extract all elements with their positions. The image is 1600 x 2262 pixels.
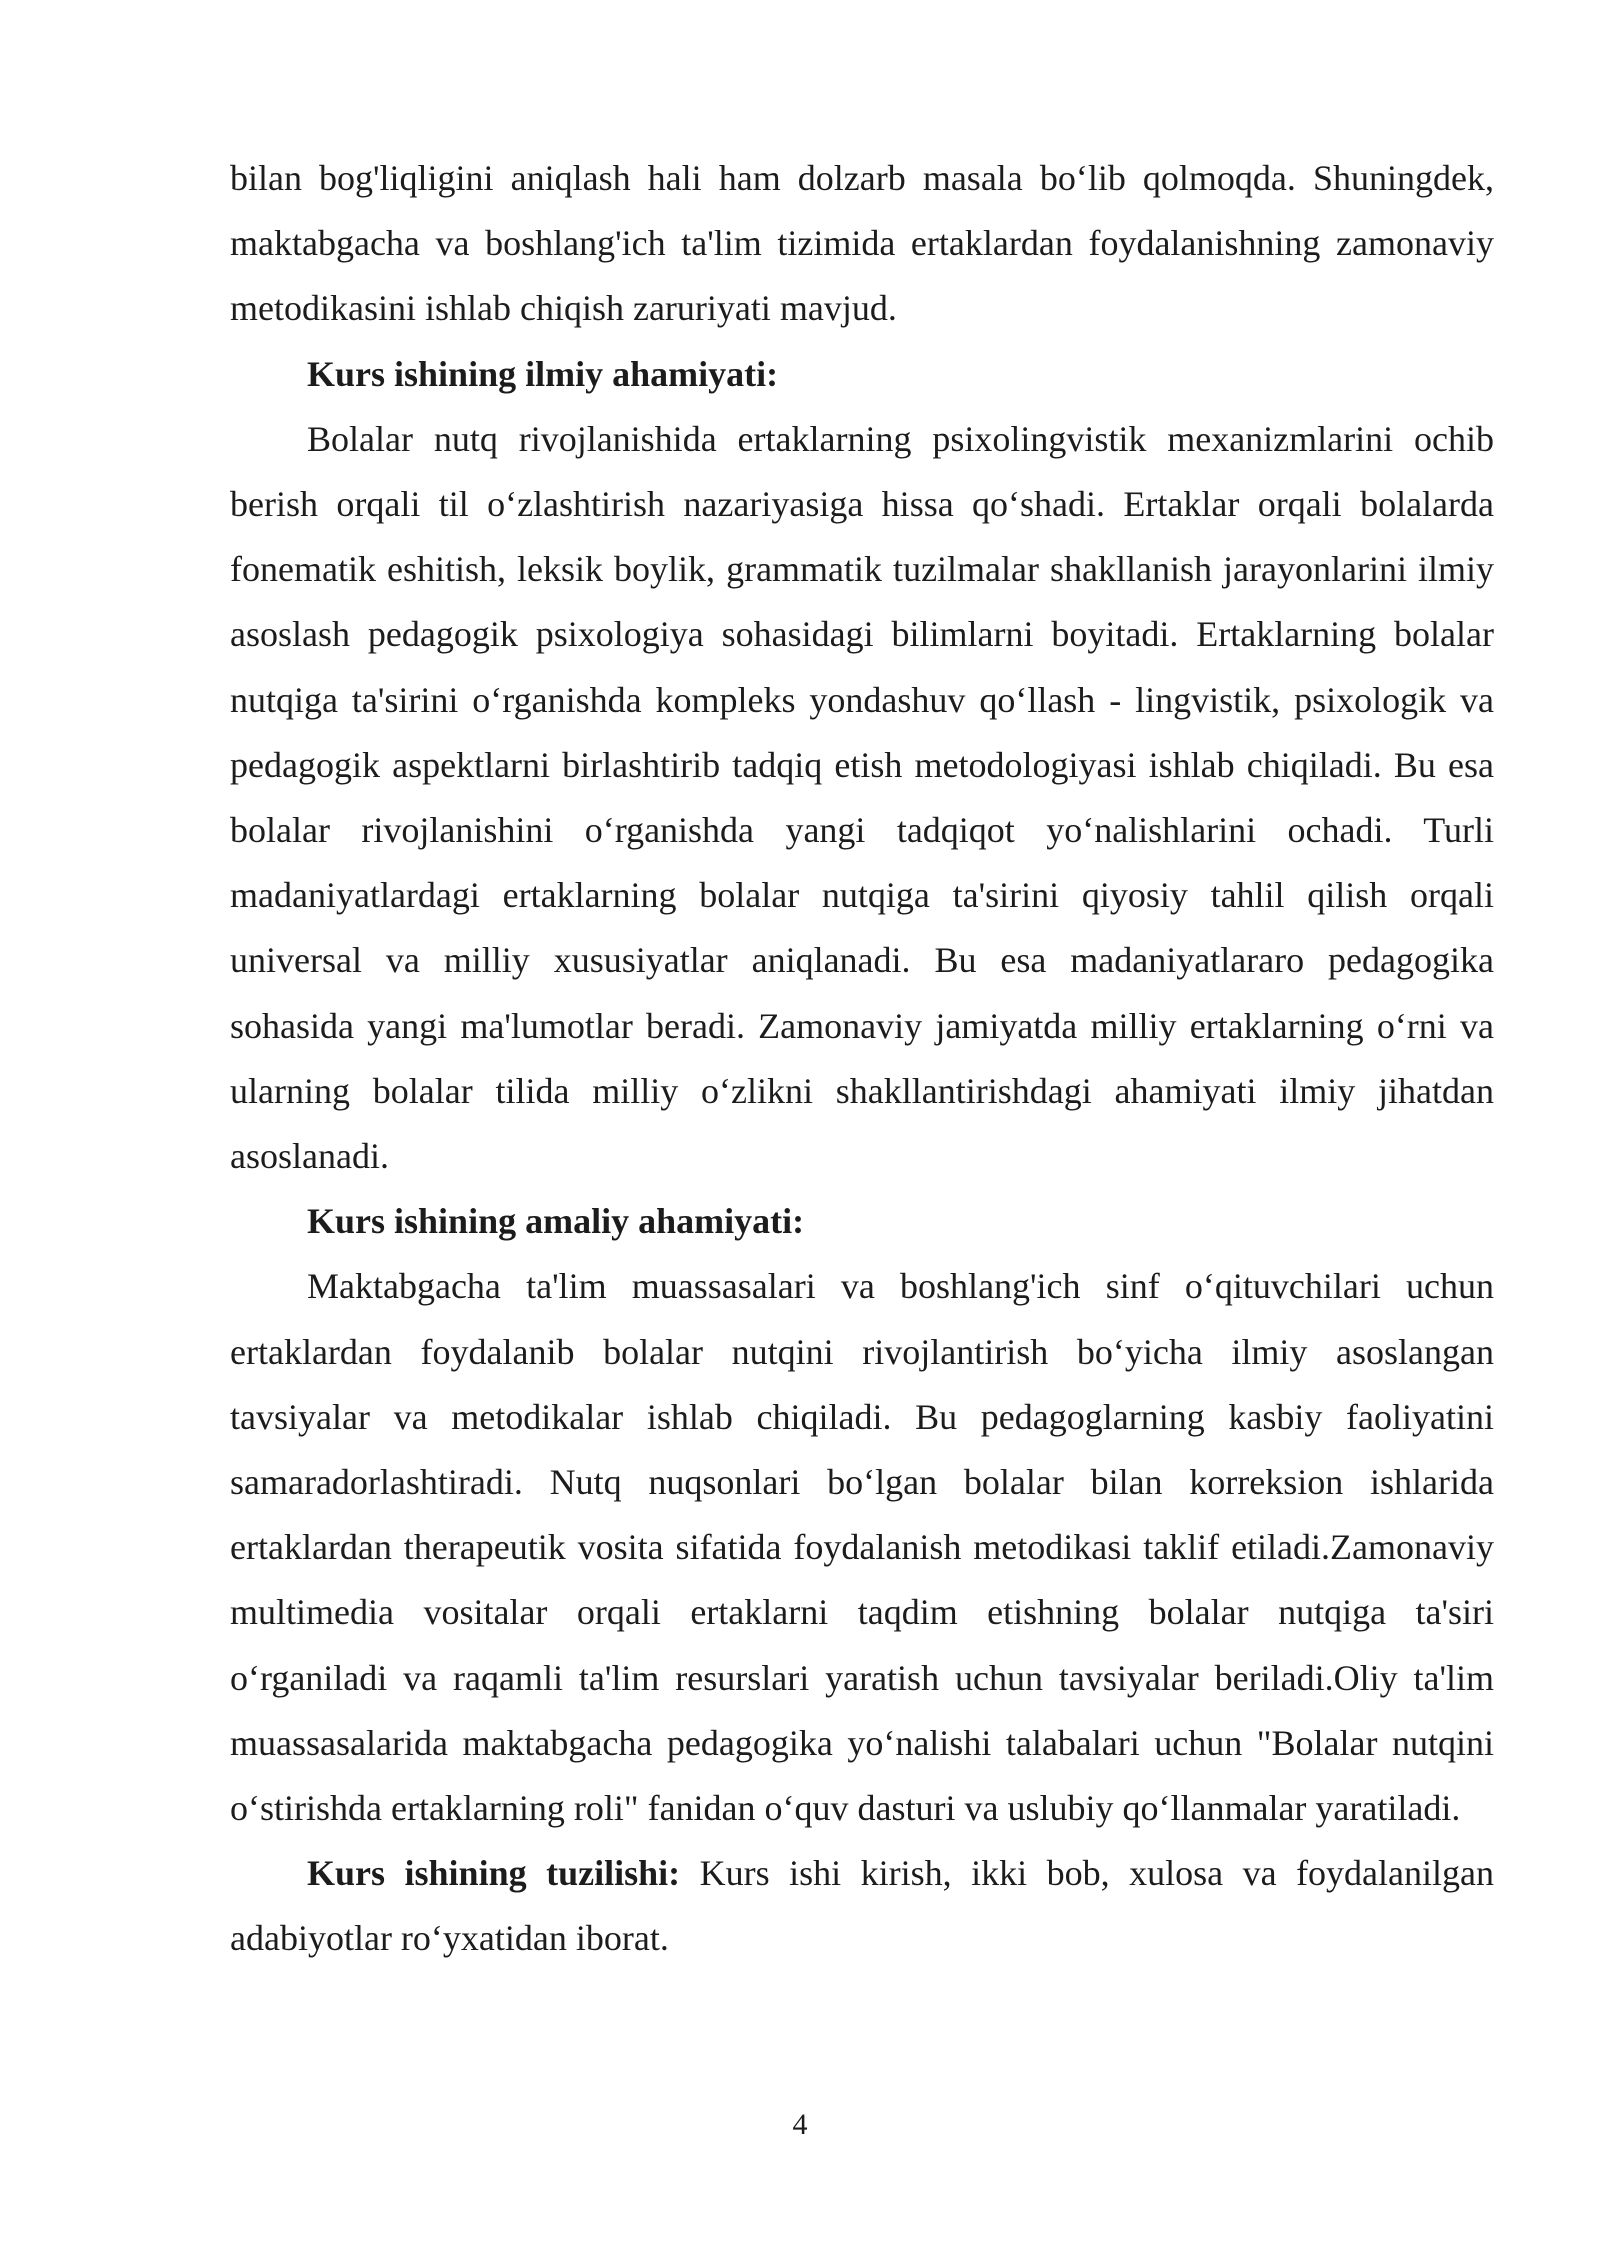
page-body (230, 146, 1494, 1972)
paragraph-structure (230, 1841, 1494, 1971)
structure-label: Kurs ishining tuzilishi: (307, 1853, 681, 1894)
page-number: 4 (792, 2108, 808, 2141)
paragraph-scientific-significance: Bolalar nutq rivojlanishida ertaklarning psixolingvistik mexanizmlarini ochib berish orqali til o‘zlashtirish nazariyasiga hissa qo‘shadi. Ertaklar orqali bolalarda fonematik eshitish, leksik boylik, grammatik tuzilmalar shakllanish jarayonlarini ilmiy asoslash pedagogik psixologiya sohasidagi bilimlarni boyitadi. Ertaklarning bolalar nutqiga ta'sirini o‘rganishda kompleks yondashuv qo‘llash - lingvistik, psixologik va pedagogik aspektlarni birlashtirib tadqiq etish metodologiyasi ishlab chiqiladi. Bu esa bolalar rivojlanishini o‘rganishda yangi tadqiqot yo‘nalishlarini ochadi. Turli madaniyatlardagi ertaklarning bolalar nutqiga ta'sirini qiyosiy tahlil qilish orqali universal va milliy xususiyatlar aniqlanadi. Bu esa madaniyatlararo pedagogika sohasida yangi ma'lumotlar beradi. Zamonaviy jamiyatda milliy ertaklarning o‘rni va ularning bolalar tilida milliy o‘zlikni shakllantirishdagi ahamiyati ilmiy jihatdan asoslanadi. (230, 418, 1494, 1177)
structure-text: Kurs ishi kirish, ikki bob, xulosa va foydalanilgan adabiyotlar ro‘yxatidan iborat. (230, 1853, 1494, 1959)
paragraph-continuation: bilan bog'liqligini aniqlash hali ham dolzarb masala bo‘lib qolmoqda. Shuningdek, maktabgacha va boshlang'ich ta'lim tizimida ertaklardan foydalanishning zamonaviy metodikasini ishlab chiqish zaruriyati mavjud. (230, 158, 1494, 329)
paragraph-practical-significance: Maktabgacha ta'lim muassasalari va boshlang'ich sinf o‘qituvchilari uchun ertaklardan foydalanib bolalar nutqini rivojlantirish bo‘yicha ilmiy asoslangan tavsiyalar va metodikalar ishlab chiqiladi. Bu pedagoglarning kasbiy faoliyatini samaradorlashtiradi. Nutq nuqsonlari bo‘lgan bolalar bilan korreksion ishlarida ertaklardan therapeutik vosita sifatida foydalanish metodikasi taklif etiladi.Zamonaviy multimedia vositalar orqali ertaklarni taqdim etishning bolalar nutqiga ta'siri o‘rganiladi va raqamli ta'lim resurslari yaratish uchun tavsiyalar beriladi.Oliy ta'lim muassasalarida maktabgacha pedagogika yo‘nalishi talabalari uchun "Bolalar nutqini o‘stirishda ertaklarning roli" fanidan o‘quv dasturi va uslubiy qo‘llanmalar yaratiladi. (230, 1266, 1494, 1829)
heading-practical-significance: Kurs ishining amaliy ahamiyati: (307, 1201, 805, 1242)
heading-scientific-significance: Kurs ishining ilmiy ahamiyati: (307, 353, 779, 394)
